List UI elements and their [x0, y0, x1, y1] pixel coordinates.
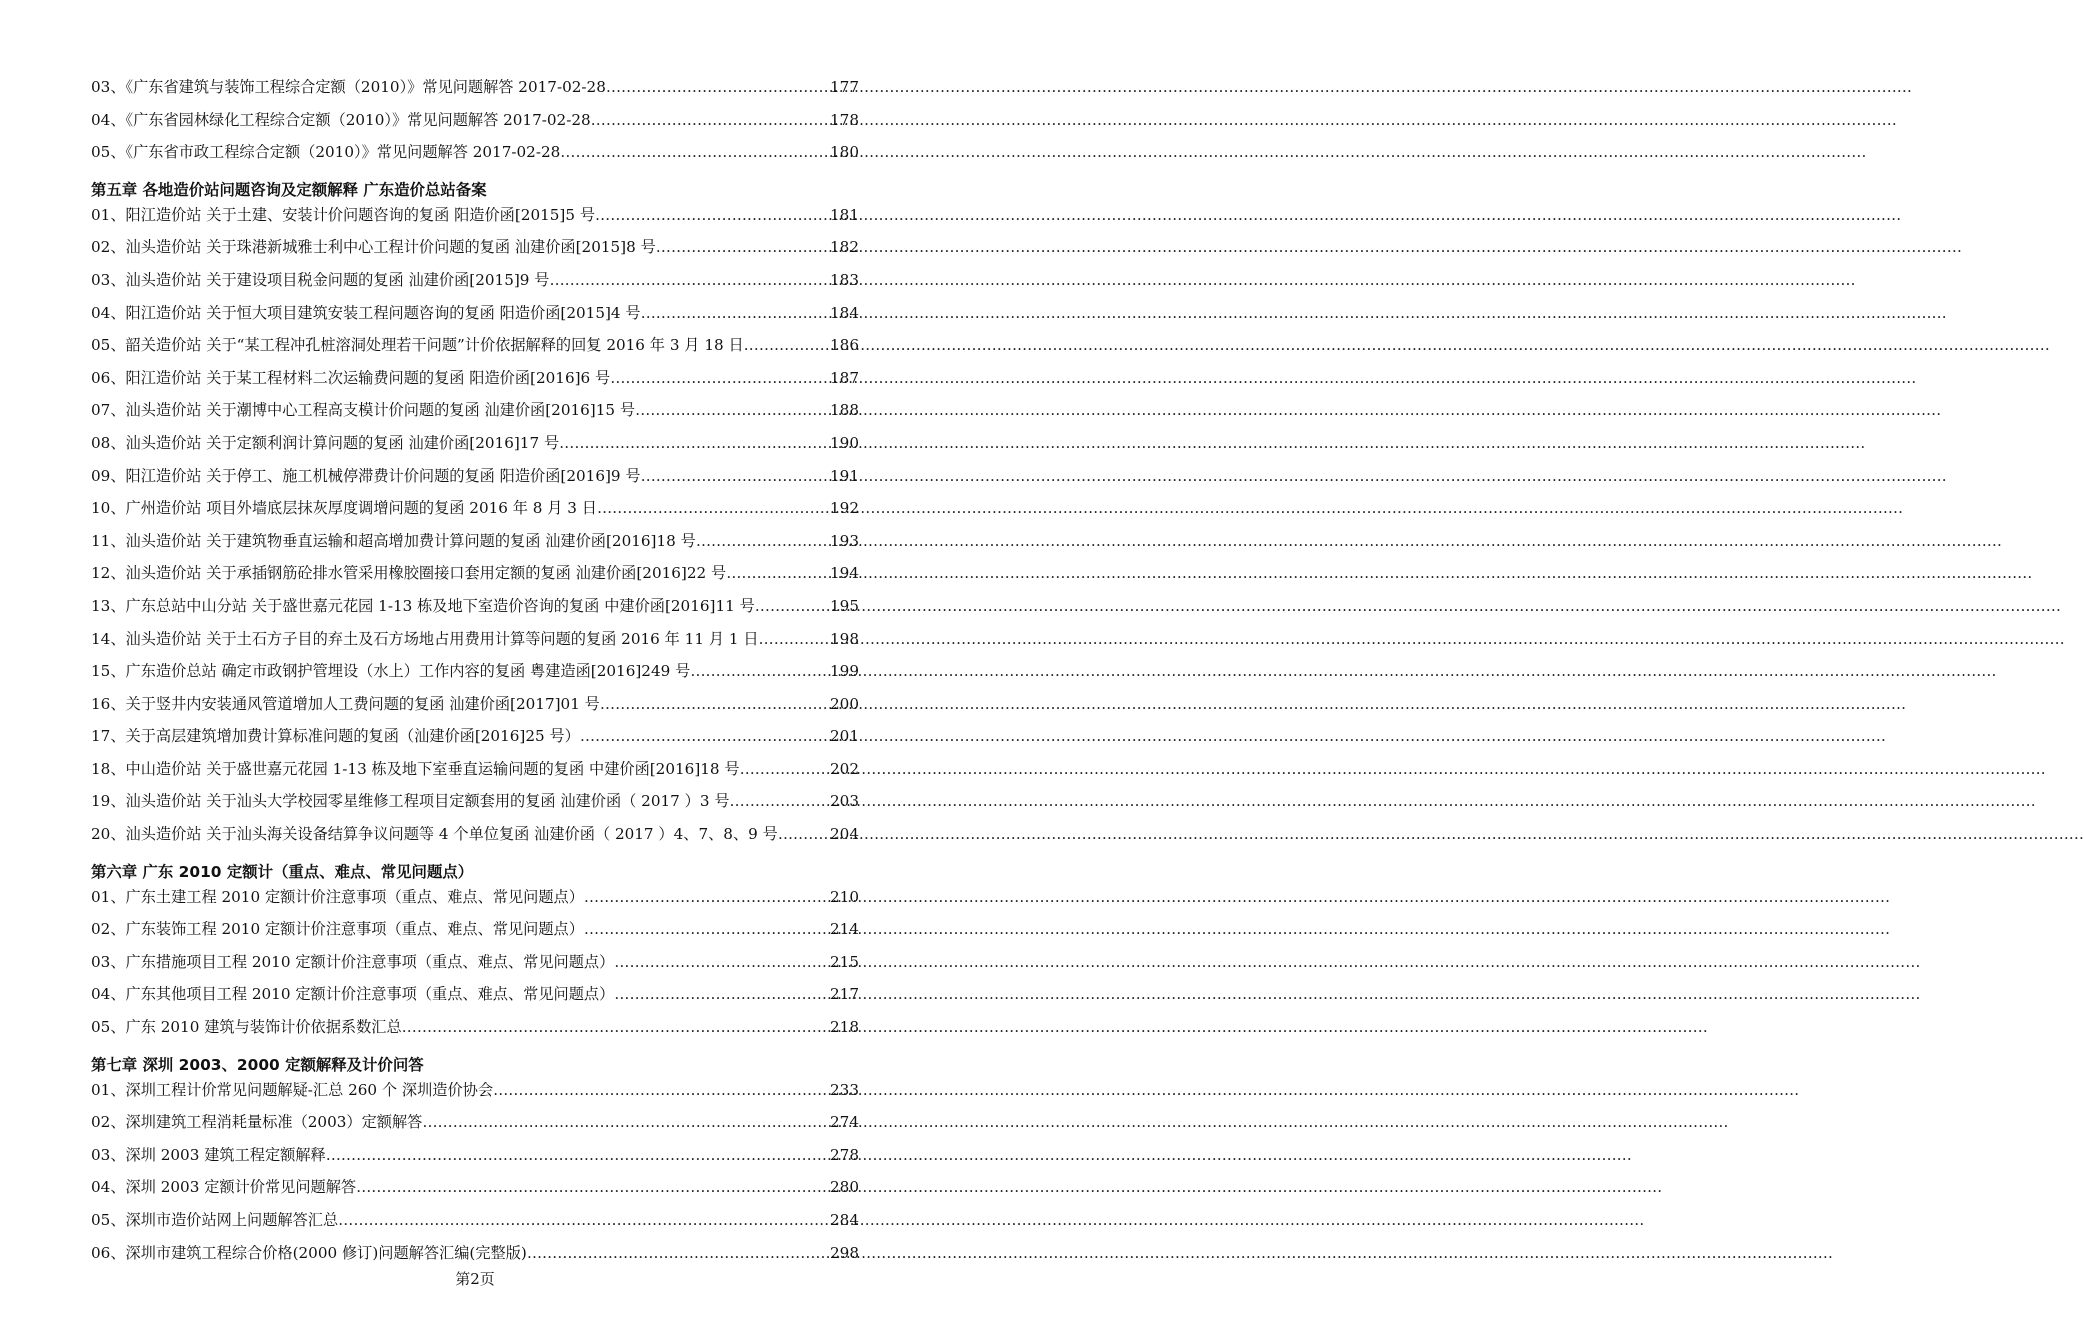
toc-entry-page: 233	[830, 1080, 859, 1099]
toc-entry[interactable]	[91, 562, 859, 595]
dot-leader	[356, 1178, 830, 1196]
toc-entry[interactable]	[91, 660, 859, 693]
toc-entry-page: 215	[830, 952, 859, 971]
toc-entry-title: 03、《广东省建筑与装饰工程综合定额（2010）》常见问题解答 2017-02-28	[91, 78, 606, 96]
toc-entry-page: 298	[830, 1243, 859, 1262]
toc-entry-page: 178	[830, 110, 859, 129]
dot-leader	[614, 985, 830, 1003]
toc-entry-title: 01、广东土建工程 2010 定额计价注意事项（重点、难点、常见问题点）	[91, 887, 584, 906]
toc-entry-title: 12、汕头造价站 关于承插钢筋砼排水管采用橡胶圈接口套用定额的复函 汕建价函[2016]22 号	[91, 564, 727, 583]
toc-entry[interactable]	[91, 432, 859, 465]
toc-entry[interactable]	[91, 886, 859, 919]
toc-entry-page: 177	[830, 78, 859, 96]
toc-entry-page: 202	[830, 759, 859, 778]
toc-entry-title: 02、广东装饰工程 2010 定额计价注意事项（重点、难点、常见问题点）	[91, 920, 584, 939]
toc-entry-title: 05、深圳市造价站网上问题解答汇总	[91, 1211, 339, 1229]
toc-entry[interactable]	[91, 725, 859, 758]
toc-entry-page: 186	[830, 336, 859, 355]
toc-entry-title: 11、汕头造价站 关于建筑物垂直运输和超高增加费计算问题的复函 汕建价函[2016]18 号	[91, 531, 696, 550]
dot-leader	[641, 304, 830, 322]
dot-leader	[641, 467, 830, 485]
dot-leader	[656, 238, 830, 256]
toc-entry-page: 195	[830, 596, 859, 615]
toc-entry-title: 01、深圳工程计价常见问题解疑-汇总 260 个 深圳造价协会	[91, 1080, 494, 1099]
toc-entry[interactable]	[91, 465, 859, 498]
toc-entry-page: 278	[830, 1145, 859, 1164]
toc-entry[interactable]	[91, 204, 859, 237]
toc-entry-title: 03、汕头造价站 关于建设项目税金问题的复函 汕建价函[2015]9 号	[91, 270, 550, 289]
toc-entry-title: 19、汕头造价站 关于汕头大学校园零星维修工程项目定额套用的复函 汕建价函（ 2017 ）3 号	[91, 792, 730, 811]
toc-entry-page: 198	[830, 629, 859, 648]
toc-entry-page: 199	[830, 662, 859, 681]
dot-leader	[726, 564, 830, 582]
chapter-heading: 第七章 深圳 2003、2000 定额解释及计价问答	[91, 1055, 424, 1074]
toc-entry-page: 191	[830, 466, 859, 485]
dot-leader	[527, 1244, 830, 1262]
toc-entry-title: 20、汕头造价站 关于汕头海关设备结算争议问题等 4 个单位复函 汕建价函（ 2017 ）4、7、8、9 号	[91, 825, 778, 844]
toc-entry[interactable]	[91, 334, 859, 367]
toc-entry[interactable]	[91, 236, 859, 269]
toc-entry-page: 214	[830, 920, 859, 939]
toc-entry[interactable]	[91, 109, 859, 142]
toc-entry-title: 06、阳江造价站 关于某工程材料二次运输费问题的复函 阳造价函[2016]6 号	[91, 368, 611, 387]
dot-leader	[591, 111, 830, 129]
toc-entry-page: 200	[830, 694, 859, 713]
toc-entry-page: 201	[830, 727, 859, 746]
dot-leader	[422, 1113, 830, 1131]
chapter-heading: 第五章 各地造价站问题咨询及定额解释 广东造价总站备案	[91, 180, 487, 199]
dot-leader	[778, 825, 830, 843]
dot-leader	[560, 143, 830, 161]
toc-entry-title: 09、阳江造价站 关于停工、施工机械停滞费计价问题的复函 阳造价函[2016]9 号	[91, 466, 641, 485]
toc-entry[interactable]	[91, 693, 859, 726]
toc-entry-page: 217	[830, 985, 859, 1004]
toc-entry[interactable]	[91, 951, 859, 984]
toc-entry-title: 01、阳江造价站 关于土建、安装计价问题咨询的复函 阳造价函[2015]5 号	[91, 205, 596, 224]
dot-leader	[696, 532, 830, 550]
toc-entry-page: 203	[830, 792, 859, 811]
toc-entry-title: 05、《广东省市政工程综合定额（2010）》常见问题解答 2017-02-28	[91, 143, 561, 162]
chapter-heading: 第六章 广东 2010 定额计（重点、难点、常见问题点）	[91, 862, 474, 881]
toc-entry-title: 16、关于竖井内安装通风管道增加人工费问题的复函 汕建价函[2017]01 号	[91, 694, 600, 713]
toc-entry-title: 04、深圳 2003 定额计价常见问题解答	[91, 1178, 357, 1197]
toc-entry-title: 04、阳江造价站 关于恒大项目建筑安装工程问题咨询的复函 阳造价函[2015]4 号	[91, 303, 641, 322]
dot-leader	[600, 695, 830, 713]
toc-entry-page: 218	[830, 1018, 859, 1037]
toc-entry[interactable]	[91, 1079, 859, 1112]
toc-entry-title: 03、深圳 2003 建筑工程定额解释	[91, 1145, 326, 1164]
toc-entry-title: 04、广东其他项目工程 2010 定额计价注意事项（重点、难点、常见问题点）	[91, 985, 615, 1004]
toc-entry-title: 17、关于高层建筑增加费计算标准问题的复函（汕建价函[2016]25 号）	[91, 727, 580, 746]
toc-entry[interactable]	[91, 790, 859, 823]
table-of-contents	[91, 76, 859, 1274]
dot-leader	[549, 271, 830, 289]
toc-entry[interactable]	[91, 76, 859, 109]
toc-entry-page: 183	[830, 270, 859, 289]
toc-entry[interactable]	[91, 1144, 859, 1177]
toc-entry[interactable]	[91, 530, 859, 563]
dot-leader	[326, 1146, 830, 1164]
toc-entry-page: 180	[830, 143, 859, 162]
dot-leader	[759, 630, 830, 648]
toc-entry[interactable]	[91, 983, 859, 1016]
toc-entry-page: 190	[830, 433, 859, 452]
toc-entry-page: 210	[830, 887, 859, 906]
toc-entry[interactable]	[91, 1176, 859, 1209]
toc-entry-title: 05、广东 2010 建筑与装饰计价依据系数汇总	[91, 1018, 402, 1037]
toc-entry-title: 08、汕头造价站 关于定额利润计算问题的复函 汕建价函[2016]17 号	[91, 433, 560, 452]
toc-entry[interactable]	[91, 628, 859, 661]
toc-entry[interactable]	[91, 269, 859, 302]
toc-entry[interactable]	[91, 758, 859, 791]
toc-entry-page: 284	[830, 1211, 859, 1229]
dot-leader	[610, 369, 830, 387]
dot-leader	[559, 434, 830, 452]
toc-entry[interactable]	[91, 1209, 859, 1242]
toc-entry-page: 181	[830, 205, 859, 224]
toc-entry-page: 274	[830, 1113, 859, 1132]
toc-entry-title: 14、汕头造价站 关于土石方子目的弃土及石方场地占用费用计算等问题的复函 2016 年 11 月 1 日	[91, 629, 759, 648]
dot-leader	[744, 336, 830, 354]
toc-entry-page: 204	[830, 825, 859, 844]
dot-leader	[595, 206, 830, 224]
toc-entry-page: 194	[830, 564, 859, 583]
toc-entry[interactable]	[91, 399, 859, 432]
toc-entry[interactable]	[91, 918, 859, 951]
toc-entry[interactable]	[91, 595, 859, 628]
toc-entry[interactable]	[91, 497, 859, 530]
toc-entry[interactable]	[91, 141, 859, 174]
dot-leader	[493, 1081, 830, 1099]
toc-entry-title: 05、韶关造价站 关于“某工程冲孔桩溶洞处理若干问题”计价依据解释的回复 2016 年 3 月 18 日	[91, 336, 744, 355]
dot-leader	[690, 662, 830, 680]
toc-entry-title: 07、汕头造价站 关于潮博中心工程高支模计价问题的复函 汕建价函[2016]15 号	[91, 401, 636, 420]
toc-entry-title: 02、深圳建筑工程消耗量标准（2003）定额解答	[91, 1113, 423, 1132]
toc-entry-title: 13、广东总站中山分站 关于盛世嘉元花园 1-13 栋及地下室造价咨询的复函 中建价函[2016]11 号	[91, 596, 755, 615]
dot-leader	[606, 78, 830, 96]
toc-entry-title: 03、广东措施项目工程 2010 定额计价注意事项（重点、难点、常见问题点）	[91, 952, 615, 971]
toc-entry-title: 02、汕头造价站 关于珠港新城雅士利中心工程计价问题的复函 汕建价函[2015]8 号	[91, 238, 656, 257]
toc-entry-page: 182	[830, 238, 859, 257]
dot-leader	[755, 597, 830, 615]
dot-leader	[584, 920, 830, 938]
dot-leader	[338, 1211, 830, 1229]
toc-entry[interactable]	[91, 302, 859, 335]
dot-leader	[402, 1018, 830, 1036]
toc-entry[interactable]	[91, 1111, 859, 1144]
dot-leader	[614, 953, 830, 971]
toc-entry-page: 192	[830, 499, 859, 518]
dot-leader	[580, 727, 830, 745]
toc-entry-page: 188	[830, 401, 859, 420]
toc-entry-page: 280	[830, 1178, 859, 1197]
dot-leader	[584, 888, 830, 906]
dot-leader	[597, 499, 830, 517]
toc-entry-title: 06、深圳市建筑工程综合价格(2000 修订)问题解答汇编(完整版)	[91, 1243, 527, 1262]
toc-entry-page: 184	[830, 303, 859, 322]
toc-entry-page: 193	[830, 531, 859, 550]
dot-leader	[635, 401, 830, 419]
toc-entry-title: 10、广州造价站 项目外墙底层抹灰厚度调增问题的复函 2016 年 8 月 3 日	[91, 499, 597, 518]
toc-entry-page: 187	[830, 368, 859, 387]
toc-entry-title: 04、《广东省园林绿化工程综合定额（2010）》常见问题解答 2017-02-28	[91, 110, 591, 129]
toc-entry-title: 18、中山造价站 关于盛世嘉元花园 1-13 栋及地下室垂直运输问题的复函 中建价函[2016]18 号	[91, 759, 740, 778]
toc-entry[interactable]	[91, 823, 859, 856]
toc-entry[interactable]	[91, 1016, 859, 1049]
dot-leader	[730, 792, 830, 810]
dot-leader	[740, 760, 830, 778]
page-number: 第2页	[455, 1270, 495, 1288]
toc-entry-title: 15、广东造价总站 确定市政钢护管埋设（水上）工作内容的复函 粤建造函[2016]249 号	[91, 662, 691, 681]
toc-entry[interactable]	[91, 367, 859, 400]
